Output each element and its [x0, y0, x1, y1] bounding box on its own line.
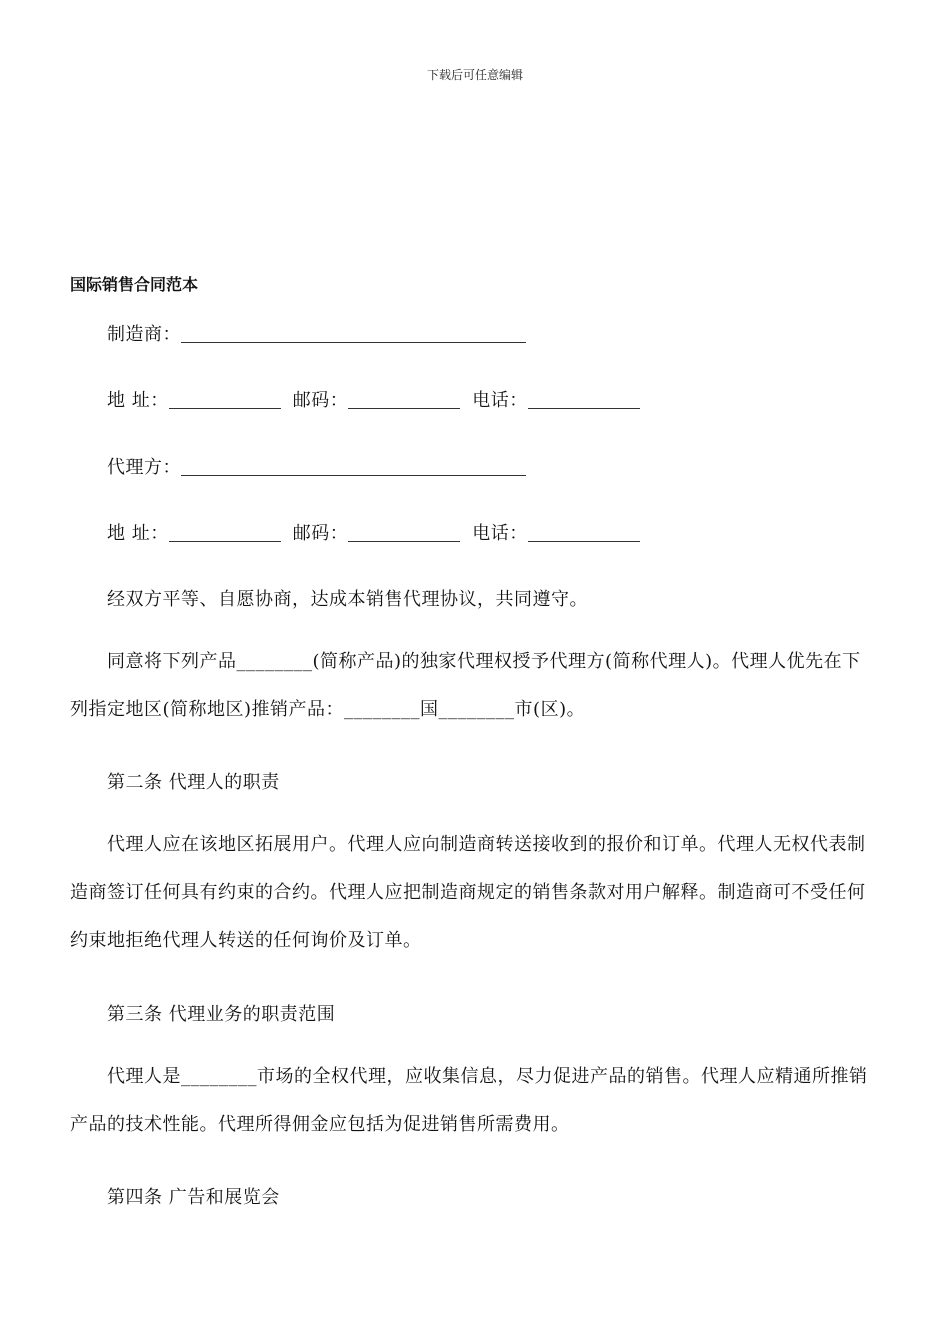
manufacturer-blank[interactable]	[181, 324, 526, 343]
agent-blank[interactable]	[181, 457, 526, 476]
address-blank[interactable]	[169, 390, 281, 409]
postcode-blank[interactable]	[348, 523, 460, 542]
intro-text: 经双方平等、自愿协商，达成本销售代理协议，共同遵守。	[107, 589, 588, 610]
postcode-blank[interactable]	[348, 390, 460, 409]
phone-label: 电话：	[472, 523, 528, 544]
manufacturer-contact-line	[107, 386, 640, 412]
manufacturer-line	[107, 320, 526, 346]
phone-blank[interactable]	[528, 523, 640, 542]
agent-contact-line	[107, 519, 640, 545]
manufacturer-label: 制造商：	[107, 324, 181, 345]
address-blank[interactable]	[169, 523, 281, 542]
agent-label: 代理方：	[107, 457, 181, 478]
agent-line	[107, 453, 526, 479]
article-4-heading: 第四条 广告和展览会	[107, 1187, 280, 1208]
postcode-label: 邮码：	[292, 523, 349, 544]
phone-blank[interactable]	[528, 390, 640, 409]
article-3-paragraph: 代理人是________市场的全权代理，应收集信息，尽力促进产品的销售。代理人应精通所推销产品的技术性能。代理所得佣金应包括为促进销售所需费用。	[70, 1066, 868, 1135]
article-2-heading: 第二条 代理人的职责	[107, 772, 280, 793]
address-label: 地 址：	[107, 390, 169, 411]
phone-label: 电话：	[472, 390, 528, 411]
address-label: 地 址：	[107, 523, 169, 544]
header-note: 下载后可任意编辑	[426, 68, 523, 82]
article-2-paragraph: 代理人应在该地区拓展用户。代理人应向制造商转送接收到的报价和订单。代理人无权代表制造商签订任何具有约束的合约。代理人应把制造商规定的销售条款对用户解释。制造商可不受任何约束地拒绝代理人转送的任何询价及订单。	[70, 834, 866, 951]
postcode-label: 邮码：	[292, 390, 349, 411]
document-title: 国际销售合同范本	[70, 275, 199, 294]
article-3-heading: 第三条 代理业务的职责范围	[107, 1004, 336, 1025]
clause-1-paragraph: 同意将下列产品________(简称产品)的独家代理权授予代理方(简称代理人)。代理人优先在下列指定地区(简称地区)推销产品：________国________市(区)。	[70, 651, 861, 720]
